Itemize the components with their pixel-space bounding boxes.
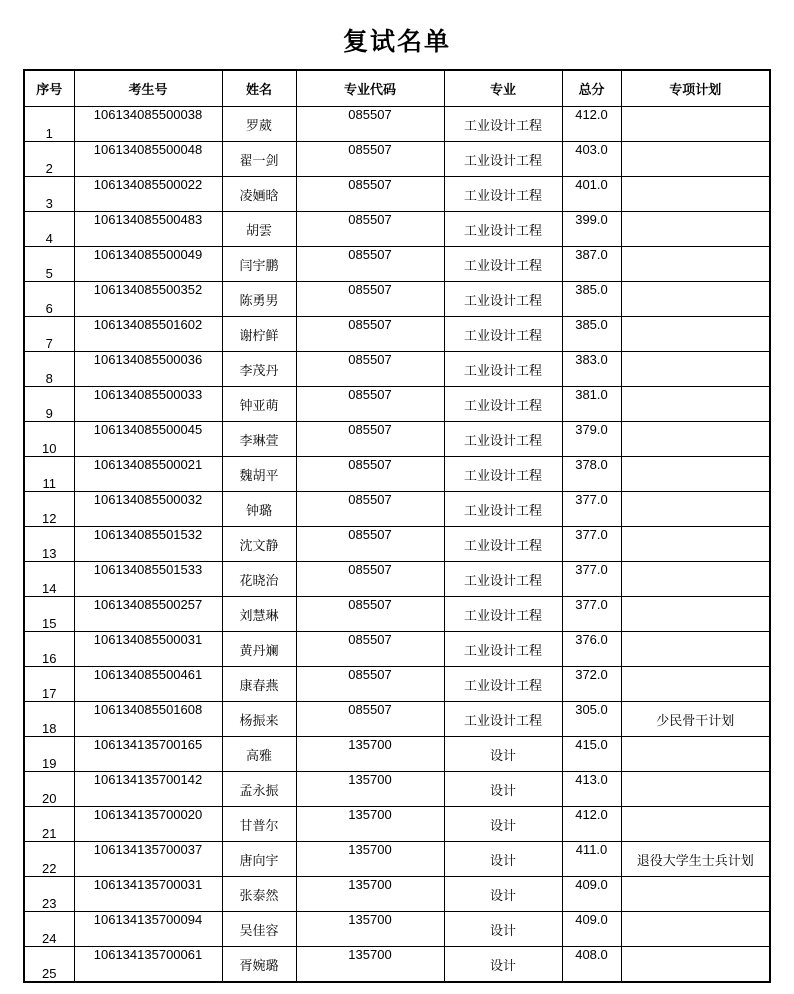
cell-candidate-id: 106134085501533 [74, 562, 222, 597]
table-row [24, 877, 770, 912]
cell-special-plan [621, 422, 770, 457]
cell-candidate-id: 106134085500022 [74, 177, 222, 212]
cell-candidate-id: 106134135700094 [74, 912, 222, 947]
cell-special-plan [621, 527, 770, 562]
cell-name: 刘慧琳 [222, 597, 296, 632]
cell-candidate-id: 106134085500352 [74, 282, 222, 317]
cell-total-score: 372.0 [562, 667, 621, 702]
cell-special-plan [621, 737, 770, 772]
cell-candidate-id: 106134085500032 [74, 492, 222, 527]
cell-seq: 8 [24, 352, 74, 387]
cell-major-code: 085507 [296, 457, 444, 492]
table-row [24, 632, 770, 667]
cell-name: 钟璐 [222, 492, 296, 527]
cell-special-plan [621, 107, 770, 142]
cell-name: 钟亚萌 [222, 387, 296, 422]
cell-name: 沈文静 [222, 527, 296, 562]
cell-name: 高雅 [222, 737, 296, 772]
cell-candidate-id: 106134085500033 [74, 387, 222, 422]
table-row [24, 457, 770, 492]
cell-seq: 10 [24, 422, 74, 457]
header-id: 考生号 [74, 70, 222, 107]
cell-major-code: 085507 [296, 177, 444, 212]
table-row [24, 282, 770, 317]
cell-major: 工业设计工程 [444, 632, 562, 667]
cell-name: 闫宇鹏 [222, 247, 296, 282]
cell-seq: 14 [24, 562, 74, 597]
cell-special-plan [621, 282, 770, 317]
cell-total-score: 412.0 [562, 807, 621, 842]
cell-total-score: 378.0 [562, 457, 621, 492]
cell-name: 陈勇男 [222, 282, 296, 317]
cell-major: 工业设计工程 [444, 107, 562, 142]
cell-special-plan [621, 212, 770, 247]
cell-total-score: 377.0 [562, 527, 621, 562]
cell-total-score: 387.0 [562, 247, 621, 282]
cell-major: 设计 [444, 842, 562, 877]
cell-major-code: 135700 [296, 947, 444, 983]
cell-seq: 16 [24, 632, 74, 667]
cell-name: 吴佳容 [222, 912, 296, 947]
cell-seq: 13 [24, 527, 74, 562]
cell-total-score: 385.0 [562, 317, 621, 352]
cell-major: 工业设计工程 [444, 142, 562, 177]
table-row [24, 352, 770, 387]
table-row [24, 422, 770, 457]
cell-candidate-id: 106134135700031 [74, 877, 222, 912]
table-row [24, 912, 770, 947]
cell-major: 工业设计工程 [444, 457, 562, 492]
table-row [24, 212, 770, 247]
cell-candidate-id: 106134085500038 [74, 107, 222, 142]
cell-candidate-id: 106134135700061 [74, 947, 222, 983]
cell-special-plan [621, 352, 770, 387]
cell-candidate-id: 106134085501532 [74, 527, 222, 562]
cell-candidate-id: 106134085500048 [74, 142, 222, 177]
cell-seq: 23 [24, 877, 74, 912]
cell-candidate-id: 106134135700165 [74, 737, 222, 772]
cell-candidate-id: 106134085500036 [74, 352, 222, 387]
cell-major: 工业设计工程 [444, 562, 562, 597]
cell-major-code: 135700 [296, 737, 444, 772]
cell-total-score: 401.0 [562, 177, 621, 212]
table-row [24, 317, 770, 352]
cell-seq: 20 [24, 772, 74, 807]
table-row [24, 387, 770, 422]
cell-special-plan [621, 597, 770, 632]
cell-total-score: 381.0 [562, 387, 621, 422]
header-score: 总分 [562, 70, 621, 107]
cell-total-score: 409.0 [562, 877, 621, 912]
cell-name: 康春燕 [222, 667, 296, 702]
table-header-row [24, 70, 770, 107]
cell-seq: 15 [24, 597, 74, 632]
cell-candidate-id: 106134085501608 [74, 702, 222, 737]
cell-special-plan [621, 387, 770, 422]
cell-major: 工业设计工程 [444, 212, 562, 247]
cell-special-plan [621, 457, 770, 492]
cell-seq: 9 [24, 387, 74, 422]
cell-name: 黄丹斓 [222, 632, 296, 667]
cell-name: 李琳萱 [222, 422, 296, 457]
cell-major: 工业设计工程 [444, 177, 562, 212]
cell-major: 工业设计工程 [444, 352, 562, 387]
table-row [24, 177, 770, 212]
cell-major-code: 085507 [296, 632, 444, 667]
cell-major-code: 085507 [296, 562, 444, 597]
page-title: 复试名单 [342, 27, 451, 56]
table-row [24, 527, 770, 562]
header-name: 姓名 [222, 70, 296, 107]
cell-total-score: 305.0 [562, 702, 621, 737]
cell-major: 设计 [444, 772, 562, 807]
table-row [24, 247, 770, 282]
cell-seq: 11 [24, 457, 74, 492]
cell-seq: 2 [24, 142, 74, 177]
cell-special-plan [621, 807, 770, 842]
cell-seq: 1 [24, 107, 74, 142]
cell-name: 凌婳晗 [222, 177, 296, 212]
cell-candidate-id: 106134085500021 [74, 457, 222, 492]
cell-major-code: 085507 [296, 352, 444, 387]
cell-seq: 17 [24, 667, 74, 702]
table-row [24, 772, 770, 807]
cell-name: 杨振来 [222, 702, 296, 737]
cell-candidate-id: 106134085500461 [74, 667, 222, 702]
cell-major-code: 085507 [296, 597, 444, 632]
table-body [24, 107, 770, 983]
cell-major: 设计 [444, 737, 562, 772]
cell-total-score: 379.0 [562, 422, 621, 457]
cell-seq: 19 [24, 737, 74, 772]
cell-major: 工业设计工程 [444, 247, 562, 282]
cell-special-plan: 退役大学生士兵计划 [621, 842, 770, 877]
cell-name: 唐向宇 [222, 842, 296, 877]
cell-seq: 25 [24, 947, 74, 983]
cell-major-code: 085507 [296, 387, 444, 422]
cell-candidate-id: 106134085500257 [74, 597, 222, 632]
cell-major: 设计 [444, 877, 562, 912]
cell-major: 工业设计工程 [444, 317, 562, 352]
cell-special-plan [621, 177, 770, 212]
cell-major-code: 085507 [296, 527, 444, 562]
cell-candidate-id: 106134085501602 [74, 317, 222, 352]
cell-total-score: 408.0 [562, 947, 621, 983]
table-row [24, 737, 770, 772]
cell-major-code: 135700 [296, 772, 444, 807]
cell-name: 谢柠鲜 [222, 317, 296, 352]
cell-total-score: 412.0 [562, 107, 621, 142]
cell-total-score: 409.0 [562, 912, 621, 947]
cell-seq: 3 [24, 177, 74, 212]
cell-name: 甘普尔 [222, 807, 296, 842]
cell-major-code: 135700 [296, 877, 444, 912]
cell-major: 工业设计工程 [444, 422, 562, 457]
cell-name: 孟永振 [222, 772, 296, 807]
cell-total-score: 399.0 [562, 212, 621, 247]
cell-special-plan [621, 492, 770, 527]
table-row [24, 492, 770, 527]
cell-name: 李茂丹 [222, 352, 296, 387]
cell-major-code: 135700 [296, 807, 444, 842]
cell-major: 工业设计工程 [444, 387, 562, 422]
cell-major-code: 085507 [296, 142, 444, 177]
cell-special-plan [621, 562, 770, 597]
table-row [24, 142, 770, 177]
cell-major-code: 135700 [296, 842, 444, 877]
cell-seq: 6 [24, 282, 74, 317]
cell-special-plan [621, 877, 770, 912]
cell-major: 设计 [444, 912, 562, 947]
cell-major-code: 085507 [296, 492, 444, 527]
cell-name: 魏胡平 [222, 457, 296, 492]
cell-major-code: 135700 [296, 912, 444, 947]
cell-major: 设计 [444, 947, 562, 983]
cell-seq: 12 [24, 492, 74, 527]
cell-total-score: 383.0 [562, 352, 621, 387]
cell-total-score: 415.0 [562, 737, 621, 772]
cell-major-code: 085507 [296, 702, 444, 737]
table-row [24, 562, 770, 597]
cell-major-code: 085507 [296, 212, 444, 247]
cell-name: 胥婉璐 [222, 947, 296, 983]
cell-major-code: 085507 [296, 247, 444, 282]
cell-candidate-id: 106134085500483 [74, 212, 222, 247]
table-row [24, 597, 770, 632]
cell-major-code: 085507 [296, 282, 444, 317]
cell-seq: 18 [24, 702, 74, 737]
cell-candidate-id: 106134135700142 [74, 772, 222, 807]
table-row [24, 702, 770, 737]
cell-candidate-id: 106134085500045 [74, 422, 222, 457]
cell-total-score: 376.0 [562, 632, 621, 667]
header-major: 专业 [444, 70, 562, 107]
cell-major: 工业设计工程 [444, 667, 562, 702]
cell-name: 罗葳 [222, 107, 296, 142]
cell-special-plan [621, 317, 770, 352]
cell-major: 工业设计工程 [444, 527, 562, 562]
header-code: 专业代码 [296, 70, 444, 107]
cell-major-code: 085507 [296, 422, 444, 457]
cell-special-plan [621, 912, 770, 947]
header-seq: 序号 [24, 70, 74, 107]
cell-major: 工业设计工程 [444, 492, 562, 527]
cell-candidate-id: 106134085500049 [74, 247, 222, 282]
cell-total-score: 403.0 [562, 142, 621, 177]
table-row [24, 807, 770, 842]
cell-seq: 4 [24, 212, 74, 247]
cell-name: 张泰然 [222, 877, 296, 912]
cell-seq: 24 [24, 912, 74, 947]
cell-major-code: 085507 [296, 317, 444, 352]
cell-major: 工业设计工程 [444, 702, 562, 737]
header-plan: 专项计划 [621, 70, 770, 107]
cell-name: 胡雲 [222, 212, 296, 247]
cell-special-plan: 少民骨干计划 [621, 702, 770, 737]
cell-special-plan [621, 667, 770, 702]
table-row [24, 842, 770, 877]
cell-name: 花晓治 [222, 562, 296, 597]
cell-special-plan [621, 947, 770, 983]
candidate-table [23, 69, 771, 983]
cell-total-score: 413.0 [562, 772, 621, 807]
cell-special-plan [621, 142, 770, 177]
cell-total-score: 377.0 [562, 597, 621, 632]
cell-seq: 5 [24, 247, 74, 282]
cell-total-score: 385.0 [562, 282, 621, 317]
cell-seq: 22 [24, 842, 74, 877]
table-row [24, 947, 770, 983]
table-row [24, 107, 770, 142]
cell-candidate-id: 106134135700037 [74, 842, 222, 877]
cell-candidate-id: 106134085500031 [74, 632, 222, 667]
cell-total-score: 377.0 [562, 492, 621, 527]
cell-special-plan [621, 247, 770, 282]
cell-total-score: 377.0 [562, 562, 621, 597]
cell-seq: 21 [24, 807, 74, 842]
cell-major: 工业设计工程 [444, 597, 562, 632]
cell-major: 工业设计工程 [444, 282, 562, 317]
table-row [24, 667, 770, 702]
cell-name: 翟一剑 [222, 142, 296, 177]
cell-special-plan [621, 632, 770, 667]
cell-major-code: 085507 [296, 667, 444, 702]
cell-major-code: 085507 [296, 107, 444, 142]
cell-seq: 7 [24, 317, 74, 352]
cell-major: 设计 [444, 807, 562, 842]
cell-candidate-id: 106134135700020 [74, 807, 222, 842]
cell-special-plan [621, 772, 770, 807]
cell-total-score: 411.0 [562, 842, 621, 877]
